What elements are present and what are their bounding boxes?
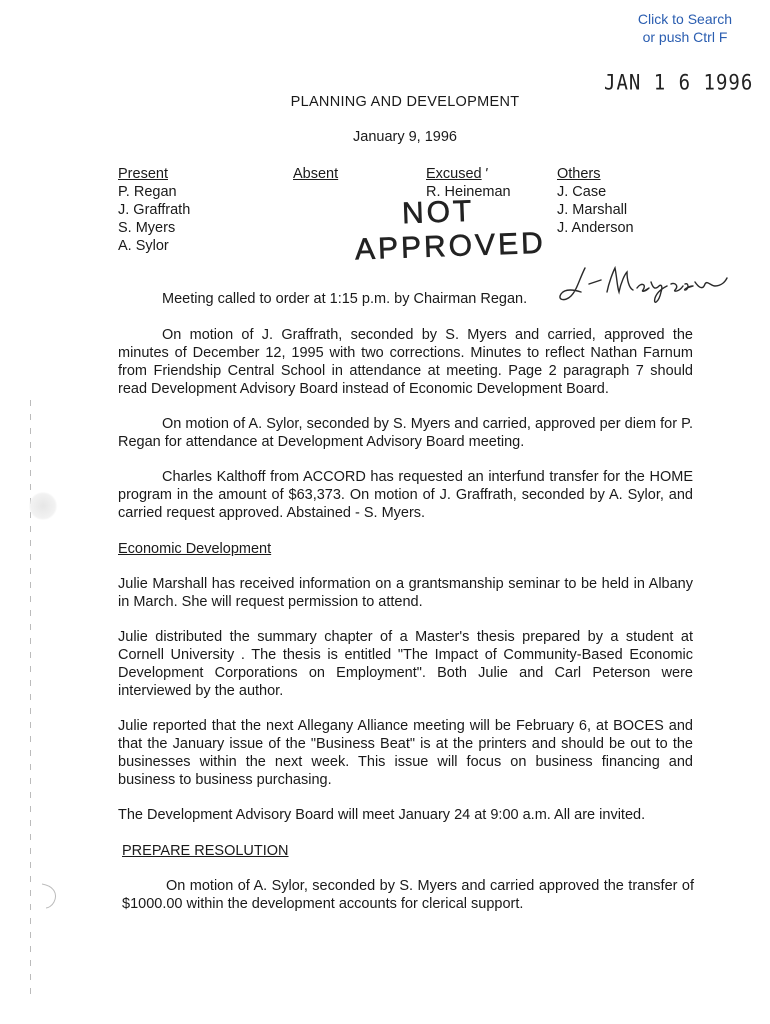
present-name: J. Graffrath (118, 202, 191, 218)
absent-column (293, 165, 338, 183)
present-header: Present (118, 166, 168, 182)
paragraph-grantsmanship: Julie Marshall has received information on a grantsmanship seminar to be held in Albany in March. She will request permission to attend. (118, 576, 693, 610)
search-hint-line1: Click to Search (637, 11, 733, 27)
scan-margin-blot (28, 492, 58, 520)
section-heading-prepare-resolution: PREPARE RESOLUTION (122, 843, 289, 859)
paragraph-advisory-board: The Development Advisory Board will meet January 24 at 9:00 a.m. All are invited. (118, 807, 646, 823)
excused-tick-mark: ' (484, 166, 488, 182)
present-name: A. Sylor (118, 238, 169, 254)
others-name: J. Case (557, 184, 607, 200)
not-approved-stamp-not: NOT (401, 194, 475, 231)
scan-margin-curve (40, 880, 64, 910)
not-approved-stamp-approved: APPROVED (354, 226, 547, 267)
others-header: Others (557, 166, 601, 182)
others-column (557, 165, 634, 237)
section-heading-economic-development: Economic Development (118, 541, 272, 557)
others-name: J. Anderson (557, 220, 634, 236)
received-date-stamp: JAN 1 6 1996 (604, 70, 754, 96)
paragraph-alliance-meeting: Julie reported that the next Allegany Alliance meeting will be February 6, at BOCES and that the January issue of the "Business Beat" is at the printers and should be out to the businesses within the next week. This issue will focus on business financing and business to business purchasing. (118, 718, 693, 788)
scan-margin-artifact (30, 400, 31, 1000)
paragraph-thesis: Julie distributed the summary chapter of a Master's thesis prepared by a student at Cornell University . The thesis is entitled "The Impact of Community-Based Economic Development Corporations on Employment". Both Julie and Carl Peterson were interviewed by the author. (118, 629, 693, 699)
paragraph-minutes-approval: On motion of J. Graffrath, seconded by S. Myers and carried, approved the minutes of December 12, 1995 with two corrections. Minutes to reflect Nathan Farnum from Friendship Central School in attendance at meeting. Page 2 paragraph 7 should read Development Advisory Board instead of Economic Development Board. (118, 327, 693, 397)
document-title: PLANNING AND DEVELOPMENT (290, 94, 520, 110)
present-column (118, 165, 190, 255)
others-name: J. Marshall (557, 202, 628, 218)
search-hint-line2: or push Ctrl F (642, 29, 728, 45)
paragraph-resolution-transfer: On motion of A. Sylor, seconded by S. Myers and carried approved the transfer of $1000.00 within the development accounts for clerical support. (122, 878, 694, 912)
absent-header: Absent (293, 166, 339, 182)
present-name: S. Myers (118, 220, 176, 236)
search-hint-link[interactable] (620, 10, 750, 46)
paragraph-interfund-transfer: Charles Kalthoff from ACCORD has requested an interfund transfer for the HOME program in the amount of $63,373. On motion of J. Graffrath, seconded by A. Sylor, and carried request approved. Abstained - S. Myers. (118, 469, 693, 521)
call-to-order: Meeting called to order at 1:15 p.m. by Chairman Regan. (162, 291, 528, 307)
meeting-date: January 9, 1996 (353, 129, 457, 145)
excused-name: R. Heineman (426, 184, 511, 200)
present-name: P. Regan (118, 184, 177, 200)
paragraph-per-diem: On motion of A. Sylor, seconded by S. Myers and carried, approved per diem for P. Regan for attendance at Development Advisory Board meeting. (118, 416, 693, 450)
excused-header: Excused (426, 166, 482, 182)
